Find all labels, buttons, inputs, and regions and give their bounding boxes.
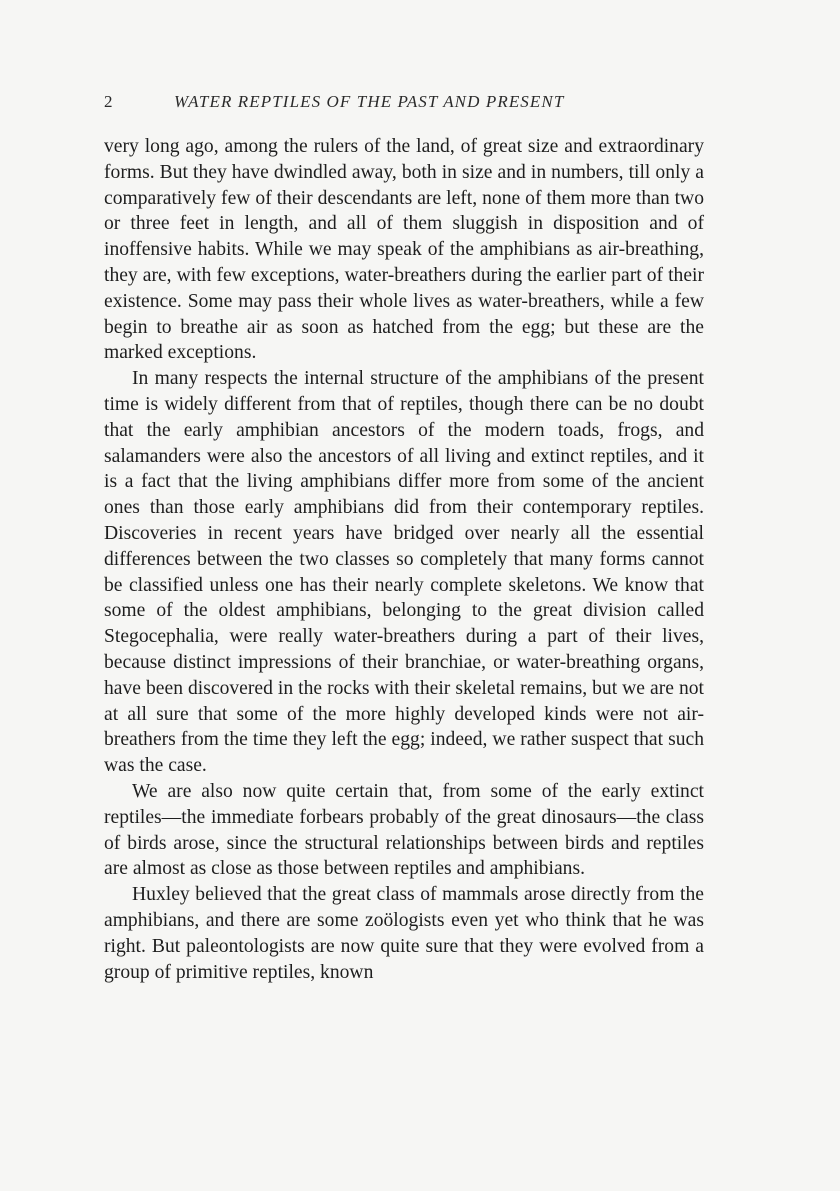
- running-title: WATER REPTILES OF THE PAST AND PRESENT: [174, 92, 565, 111]
- paragraph-continuation: very long ago, among the rulers of the land, of great size and extraordinary forms. But they have dwindled away, both in size and in numbers, till only a comparatively few of their descendants are left, none of them more than two or three feet in length, and all of them sluggish in disposition and of inoffensive habits. While we may speak of the amphibians as air-breathing, they are, with few exceptions, water-breathers during the earlier part of their existence. Some may pass their whole lives as water-breathers, while a few begin to breathe air as soon as hatched from the egg; but these are the marked exceptions.: [104, 136, 704, 364]
- paragraph-internal-structure: In many respects the internal structure of the amphibians of the present time is widely different from that of reptiles, though there can be no doubt that the early amphibian ancestors of the modern toads, frogs, and salamanders were also the ancestors of all living and extinct reptiles, and it is a fact that the living amphibians differ more from some of the ancient ones than those early amphibians did from their contemporary reptiles. Discoveries in recent years have bridged over nearly all the essential differences between the two classes so completely that many forms cannot be classified unless one has their nearly complete skeletons. We know that some of the oldest amphibians, belonging to the great division called Stegocephalia, were really water-breathers during a part of their lives, because distinct impressions of their branchiae, or water-breathing organs, have been discovered in the rocks with their skeletal remains, but we are not at all sure that some of the more highly developed kinds were not air-breathers from the time they left the egg; indeed, we rather suspect that such was the case.: [104, 368, 704, 777]
- paragraph-birds: We are also now quite certain that, from some of the early extinct reptiles—the immediate forbears probably of the great dinosaurs—the class of birds arose, since the structural relationships between birds and reptiles are almost as close as those between reptiles and amphibians.: [104, 780, 704, 880]
- body-text: [104, 134, 704, 985]
- page-number: 2: [104, 92, 113, 111]
- page-header: [104, 92, 704, 116]
- paragraph-mammals: Huxley believed that the great class of mammals arose directly from the amphibians, and there are some zoölogists even yet who think that he was right. But paleontologists are now quite sure that they were evolved from a group of primitive reptiles, known: [104, 884, 704, 983]
